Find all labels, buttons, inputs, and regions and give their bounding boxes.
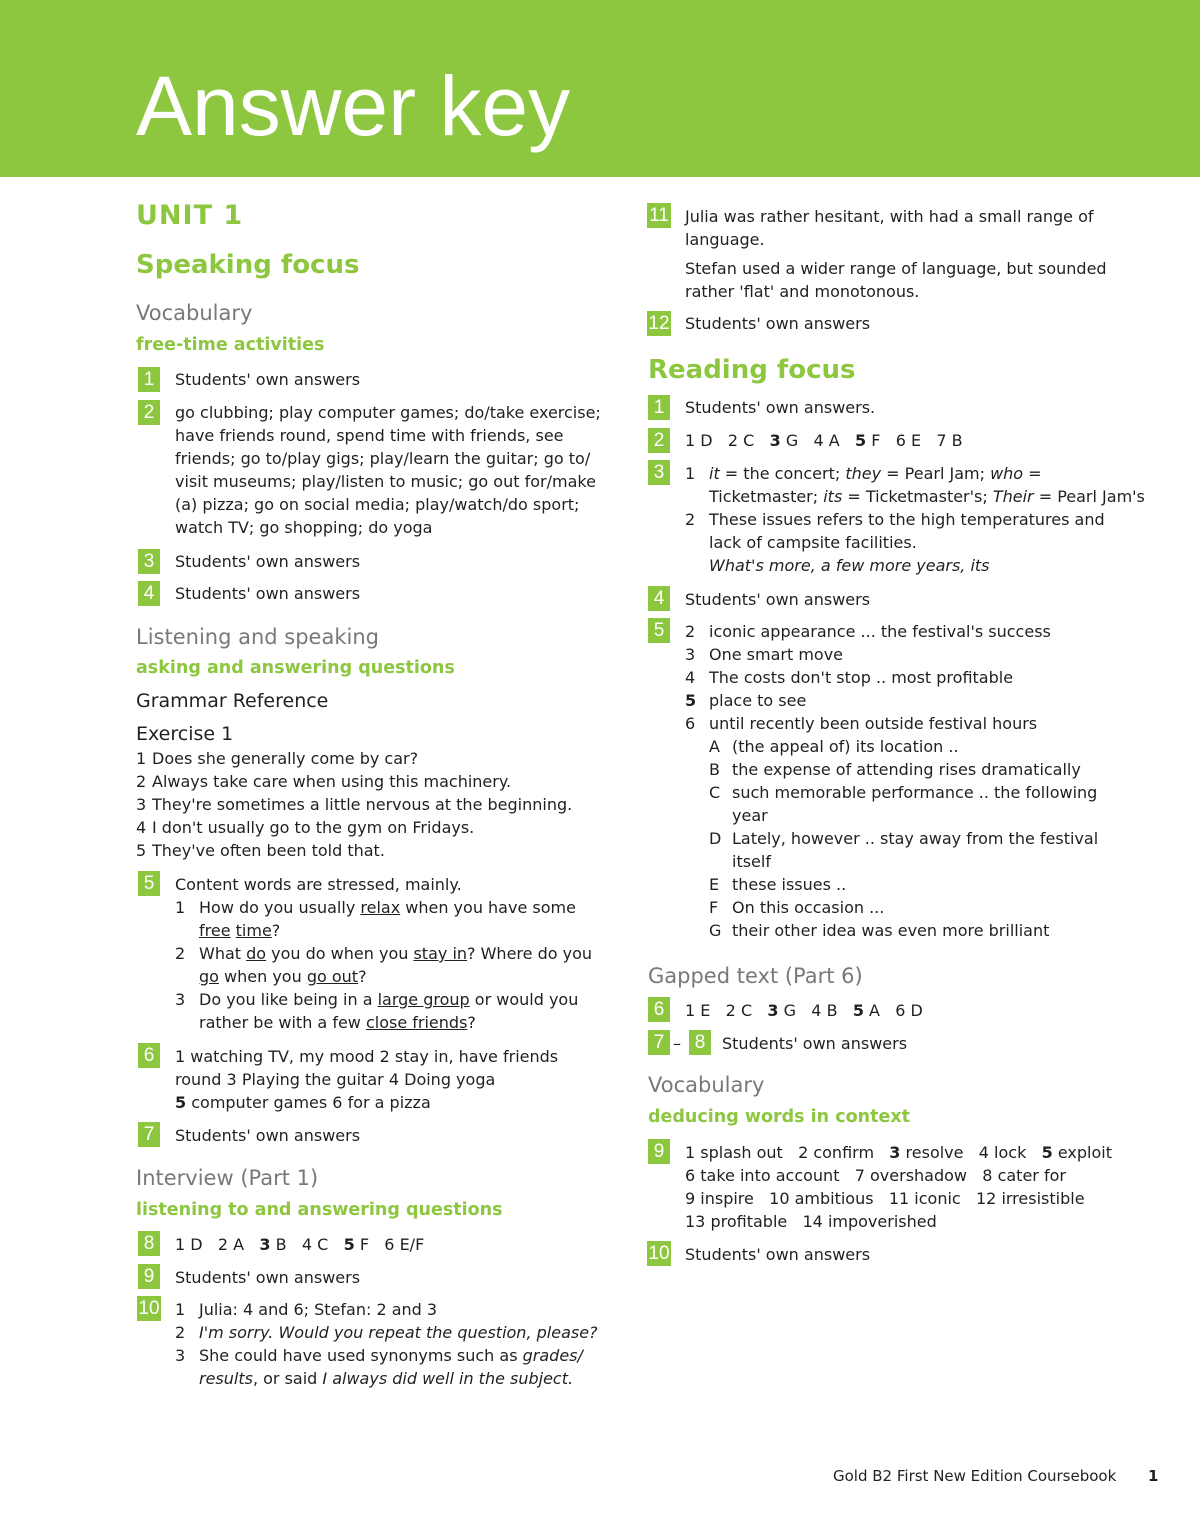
text: Do you like being in a [199, 990, 378, 1009]
answer-line [685, 999, 923, 1022]
item-number: 3 [259, 1235, 271, 1254]
text: such memorable performance .. the following [732, 783, 1098, 802]
exercise-number-box: 9 [138, 1264, 160, 1289]
text: She could have used synonyms such as [199, 1346, 523, 1365]
text: results [199, 1369, 253, 1388]
text: they [845, 464, 882, 483]
text: take into account [700, 1166, 840, 1185]
list-item [685, 508, 1145, 531]
item-number: 7 [854, 1166, 865, 1185]
text: ? Where do you [467, 944, 592, 963]
answer-line [685, 1164, 1112, 1187]
text: when you have some [400, 898, 576, 917]
list-item [709, 781, 1098, 804]
text: you do when you [266, 944, 414, 963]
item-number: 6 [895, 1001, 906, 1020]
exercise-number-box: 6 [648, 997, 670, 1022]
answer-letter: E [700, 1001, 711, 1020]
list-item [175, 965, 592, 988]
item-number: 8 [982, 1166, 993, 1185]
item-number: 2 [175, 1323, 186, 1342]
list-item [136, 747, 572, 770]
item-number: 6 [384, 1235, 395, 1254]
item-number: 13 [685, 1212, 706, 1231]
listening-speaking-heading: Listening and speaking [136, 625, 379, 649]
item-number: 3 [175, 1346, 186, 1365]
item-number: 7 [936, 431, 947, 450]
item-number: 2 [136, 772, 147, 791]
answer-text: Students' own answers [175, 370, 361, 389]
letter-answers [685, 735, 1098, 942]
answer-line: friends; go to/play gigs; play/learn the guitar; go to/ [175, 449, 591, 468]
item-number: 10 [769, 1189, 790, 1208]
item-text: Does she generally come by car? [152, 749, 419, 768]
exercise-number-box: 3 [648, 460, 670, 485]
list-item [685, 666, 1098, 689]
answer-line: rather 'flat' and monotonous. [685, 282, 920, 301]
text: ambitious [794, 1189, 874, 1208]
item-number: 5 [1041, 1143, 1053, 1162]
list-item [175, 1367, 598, 1390]
exercise-number-box: 4 [138, 581, 160, 606]
item-number: 3 [889, 1143, 901, 1162]
answer-line [685, 429, 963, 452]
answer-line: visit museums; play/listen to music; go out for/make [175, 472, 596, 491]
text: when you [218, 967, 307, 986]
item-number: 12 [975, 1189, 997, 1208]
answer-text: Students' own answers [175, 552, 361, 571]
list-item [136, 816, 572, 839]
text: round [175, 1070, 227, 1089]
item-number: 4 [301, 1235, 313, 1254]
list-item [175, 1344, 598, 1367]
list-item [175, 919, 592, 942]
list-item [685, 485, 1145, 508]
stressed-word: time [235, 921, 272, 940]
answer-letter: E [910, 431, 922, 450]
text: itself [732, 852, 771, 871]
text: = Pearl Jam's [1033, 487, 1145, 506]
answer-line: Stefan used a wider range of language, but sounded [685, 259, 1107, 278]
answer-text: Students' own answers [685, 590, 871, 609]
text: iconic [914, 1189, 961, 1208]
text: ? [271, 921, 281, 940]
stressed-word: free [199, 921, 231, 940]
text: Playing the guitar [236, 1070, 389, 1089]
answer-block [175, 1298, 598, 1390]
item-letter: C [709, 783, 721, 802]
list-item [709, 735, 1098, 758]
text: or would you [469, 990, 579, 1009]
exercise-number-box: 3 [138, 549, 160, 574]
text: = the concert; [719, 464, 846, 483]
item-number: 2 [725, 1001, 736, 1020]
item-number: 1 [136, 749, 147, 768]
interview-heading: Interview (Part 1) [136, 1166, 319, 1190]
text: iconic appearance ... the festival's success [709, 622, 1051, 641]
stressed-word: close friends [365, 1013, 468, 1032]
item-text: I don't usually go to the gym on Fridays. [152, 818, 475, 837]
exercise-number-box: 2 [138, 400, 160, 425]
item-number: 6 [685, 714, 696, 733]
text: I'm sorry. Would you repeat the question, please? [199, 1323, 598, 1342]
answer-letter: B [275, 1235, 287, 1254]
text: The costs don't stop .. most profitable [709, 668, 1014, 687]
list-item [136, 770, 572, 793]
deducing-subheading: deducing words in context [648, 1107, 910, 1127]
item-number: 5 [852, 1001, 864, 1020]
grammar-reference-heading: Grammar Reference [136, 690, 329, 712]
text: ? [467, 1013, 476, 1032]
list-item: lack of campsite facilities. [709, 533, 917, 552]
answer-line [175, 1091, 558, 1114]
list-item [175, 988, 592, 1011]
item-number: 3 [685, 645, 696, 664]
answer-letter: D [190, 1235, 203, 1254]
stressed-word: large group [377, 990, 470, 1009]
answer-text: Students' own answers [722, 1034, 908, 1053]
text: These issues refers to the high temperatures and [709, 510, 1105, 529]
item-number: 5 [136, 841, 147, 860]
exercise-number-box: 12 [648, 313, 670, 334]
page-number: 1 [1148, 1467, 1159, 1485]
text: the expense of attending rises dramatically [732, 760, 1081, 779]
answer-letter: G [783, 1001, 797, 1020]
text: confirm [813, 1143, 875, 1162]
item-number: 6 [685, 1166, 696, 1185]
answer-block [175, 1045, 558, 1114]
reading-focus-heading: Reading focus [648, 355, 856, 385]
text: for a pizza [342, 1093, 431, 1112]
exercise-number-box: 11 [647, 203, 671, 228]
answer-line: have friends round, spend time with friends, see [175, 426, 564, 445]
item-number: 1 [175, 1047, 186, 1066]
text: Doing yoga [399, 1070, 496, 1089]
exercise-number-box: 4 [648, 586, 670, 611]
text: = Ticketmaster's; [842, 487, 993, 506]
text: lock [994, 1143, 1027, 1162]
exercise-number-box: 9 [648, 1139, 670, 1164]
item-number: 1 [685, 1001, 696, 1020]
text: cater for [997, 1166, 1066, 1185]
text: inspire [700, 1189, 754, 1208]
answer-text: Students' own answers. [685, 398, 876, 417]
answer-text: Content words are stressed, mainly. [175, 875, 462, 894]
list-item [136, 793, 572, 816]
answer-text: Students' own answers [175, 1268, 361, 1287]
grammar-answers [136, 747, 572, 862]
list-item [709, 873, 1098, 896]
answer-line [175, 1233, 424, 1256]
item-number: 2 [217, 1235, 229, 1254]
text: until recently been outside festival hours [709, 714, 1038, 733]
item-number: 1 [685, 1143, 696, 1162]
item-number: 1 [685, 431, 696, 450]
answer-line: watch TV; go shopping; do yoga [175, 518, 433, 537]
text: their other idea was even more brilliant [732, 921, 1050, 940]
item-number: 1 [175, 1235, 186, 1254]
stressed-word: do [246, 944, 267, 963]
exercise-number-box: 7 [138, 1122, 160, 1147]
text: = Pearl Jam; [881, 464, 991, 483]
list-item [709, 919, 1098, 942]
speaking-focus-heading: Speaking focus [136, 250, 360, 280]
text: who [990, 464, 1024, 483]
list-item [175, 896, 592, 919]
footer-book-title: Gold B2 First New Edition Coursebook [833, 1467, 1117, 1485]
text: grades/ [522, 1346, 583, 1365]
item-number: 4 [978, 1143, 989, 1162]
vocabulary-heading: Vocabulary [136, 301, 253, 325]
item-letter: F [709, 898, 719, 917]
answer-letter: A [233, 1235, 245, 1254]
answer-letter: C [317, 1235, 329, 1254]
list-item [709, 827, 1098, 850]
text: profitable [710, 1212, 788, 1231]
text: Their [992, 487, 1034, 506]
text: ? [358, 967, 367, 986]
text: computer games [186, 1093, 333, 1112]
text: year [732, 806, 768, 825]
item-number: 1 [175, 1300, 186, 1319]
item-number: 5 [343, 1235, 355, 1254]
stressed-word: go out [306, 967, 359, 986]
text: (the appeal of) its location .. [732, 737, 959, 756]
list-item [709, 804, 1098, 827]
answer-line [175, 1045, 558, 1068]
item-number: 2 [175, 944, 186, 963]
text: these issues .. [732, 875, 847, 894]
exercise-number-box: 1 [648, 395, 670, 420]
free-time-subheading: free-time activities [136, 335, 325, 355]
list-item: What's more, a few more years, its [709, 556, 990, 575]
item-number: 11 [888, 1189, 910, 1208]
exercise-number-box: 5 [138, 871, 160, 896]
gapped-text-heading: Gapped text (Part 6) [648, 964, 863, 988]
exercise-number-box: 2 [648, 428, 670, 453]
answer-line: language. [685, 230, 765, 249]
item-number: 2 [727, 431, 739, 450]
exercise-number-box: 10 [138, 1298, 160, 1319]
answer-text: Students' own answers [175, 1126, 361, 1145]
asking-answering-subheading: asking and answering questions [136, 658, 455, 678]
item-number: 9 [685, 1189, 696, 1208]
answer-letter: F [871, 431, 881, 450]
text: How do you usually [199, 898, 361, 917]
item-number: 6 [332, 1093, 343, 1112]
item-letter: G [709, 921, 722, 940]
item-text: They're sometimes a little nervous at the beginning. [152, 795, 573, 814]
exercise-number-box: 1 [138, 367, 160, 392]
answer-line [685, 1210, 1112, 1233]
answer-letter: A [869, 1001, 880, 1020]
text: I always did well in the subject. [322, 1369, 574, 1388]
text: irresistible [1001, 1189, 1085, 1208]
exercise-number-box: 5 [648, 618, 670, 643]
answer-letter: F [359, 1235, 370, 1254]
answer-letter: D [910, 1001, 923, 1020]
list-item [685, 712, 1098, 735]
text: it [709, 464, 720, 483]
title-banner [0, 0, 1200, 177]
item-number: 2 [685, 510, 696, 529]
item-number: 4 [811, 1001, 822, 1020]
item-number: 4 [813, 431, 824, 450]
item-letter: A [709, 737, 720, 756]
answer-text: Students' own answers [685, 1245, 871, 1264]
answer-line: (a) pizza; go on social media; play/watch/do sport; [175, 495, 580, 514]
text: Julia: 4 and 6; Stefan: 2 and 3 [199, 1300, 438, 1319]
text: stay in, have friends [389, 1047, 559, 1066]
answer-block [685, 205, 1107, 303]
answer-line: Julia was rather hesitant, with had a small range of [685, 207, 1094, 226]
text: overshadow [870, 1166, 968, 1185]
item-number: 4 [685, 668, 696, 687]
stressed-word: relax [360, 898, 401, 917]
item-number: 6 [895, 431, 906, 450]
text: exploit [1057, 1143, 1112, 1162]
item-number: 5 [685, 691, 697, 710]
item-number: 3 [136, 795, 147, 814]
item-number: 1 [175, 898, 186, 917]
answer-block [175, 401, 601, 539]
text: its [823, 487, 843, 506]
text: One smart move [709, 645, 844, 664]
answer-letter: C [743, 431, 755, 450]
item-number: 3 [226, 1070, 237, 1089]
list-item [709, 758, 1098, 781]
item-letter: E [709, 875, 720, 894]
text: , or said [252, 1369, 323, 1388]
list-item [136, 839, 572, 862]
item-number: 3 [769, 431, 781, 450]
answer-block [685, 620, 1098, 942]
text: splash out [700, 1143, 783, 1162]
answer-letter: E/F [399, 1235, 425, 1254]
list-item [175, 1321, 598, 1344]
answer-block [685, 462, 1145, 577]
text: resolve [905, 1143, 964, 1162]
text: Ticketmaster; [709, 487, 824, 506]
answer-line [685, 1141, 1112, 1164]
answer-letter: C [740, 1001, 753, 1020]
answer-letter: B [951, 431, 963, 450]
exercise-number-box: 10 [648, 1243, 670, 1264]
listening-answering-subheading: listening to and answering questions [136, 1200, 503, 1220]
item-text: Always take care when using this machinery. [152, 772, 512, 791]
answer-line [685, 1187, 1112, 1210]
item-number: 5 [855, 431, 867, 450]
vocabulary-heading: Vocabulary [648, 1073, 765, 1097]
item-number: 2 [379, 1047, 390, 1066]
list-item [175, 1011, 592, 1034]
item-number: 3 [175, 990, 186, 1009]
list-item [175, 1298, 598, 1321]
page-title: Answer key [136, 59, 571, 153]
item-number: 2 [685, 622, 696, 641]
item-letter: B [709, 760, 720, 779]
unit-heading: UNIT 1 [136, 200, 244, 231]
stressed-word: stay in [413, 944, 468, 963]
text: impoverished [827, 1212, 937, 1231]
text: What [199, 944, 247, 963]
list-item [709, 896, 1098, 919]
text: watching TV, my mood [185, 1047, 380, 1066]
answer-letter: B [826, 1001, 838, 1020]
range-dash: – [673, 1034, 681, 1053]
item-letter: D [709, 829, 722, 848]
item-number: 1 [685, 464, 696, 483]
text: rather be with a few [199, 1013, 366, 1032]
item-number: 3 [767, 1001, 779, 1020]
answer-text: Students' own answers [175, 584, 361, 603]
text: On this occasion ... [732, 898, 885, 917]
item-number: 5 [175, 1093, 187, 1112]
stressed-word: go [199, 967, 219, 986]
stress-answers [175, 896, 592, 1034]
text: Lately, however .. stay away from the festival [732, 829, 1099, 848]
text: place to see [709, 691, 807, 710]
list-item [685, 620, 1098, 643]
answer-line: go clubbing; play computer games; do/take exercise; [175, 403, 601, 422]
answer-block [685, 1141, 1112, 1233]
item-number: 2 [798, 1143, 809, 1162]
list-item [685, 643, 1098, 666]
answer-line [175, 1068, 558, 1091]
item-text: They've often been told that. [152, 841, 385, 860]
answer-letter: A [828, 431, 840, 450]
exercise-number-box: 8 [138, 1231, 160, 1256]
answer-letter: G [785, 431, 799, 450]
item-number: 4 [388, 1070, 400, 1089]
list-item [685, 689, 1098, 712]
exercise-number-box: 7 [648, 1030, 670, 1055]
answer-text: Students' own answers [685, 314, 871, 333]
list-item [709, 850, 1098, 873]
exercise-1-heading: Exercise 1 [136, 723, 234, 745]
exercise-number-box: 6 [138, 1043, 160, 1068]
answer-letter: D [700, 431, 713, 450]
item-number: 4 [136, 818, 147, 837]
item-number: 14 [802, 1212, 823, 1231]
list-item [685, 462, 1145, 485]
list-item [175, 942, 592, 965]
exercise-number-box: 8 [689, 1030, 711, 1055]
text: = [1023, 464, 1042, 483]
